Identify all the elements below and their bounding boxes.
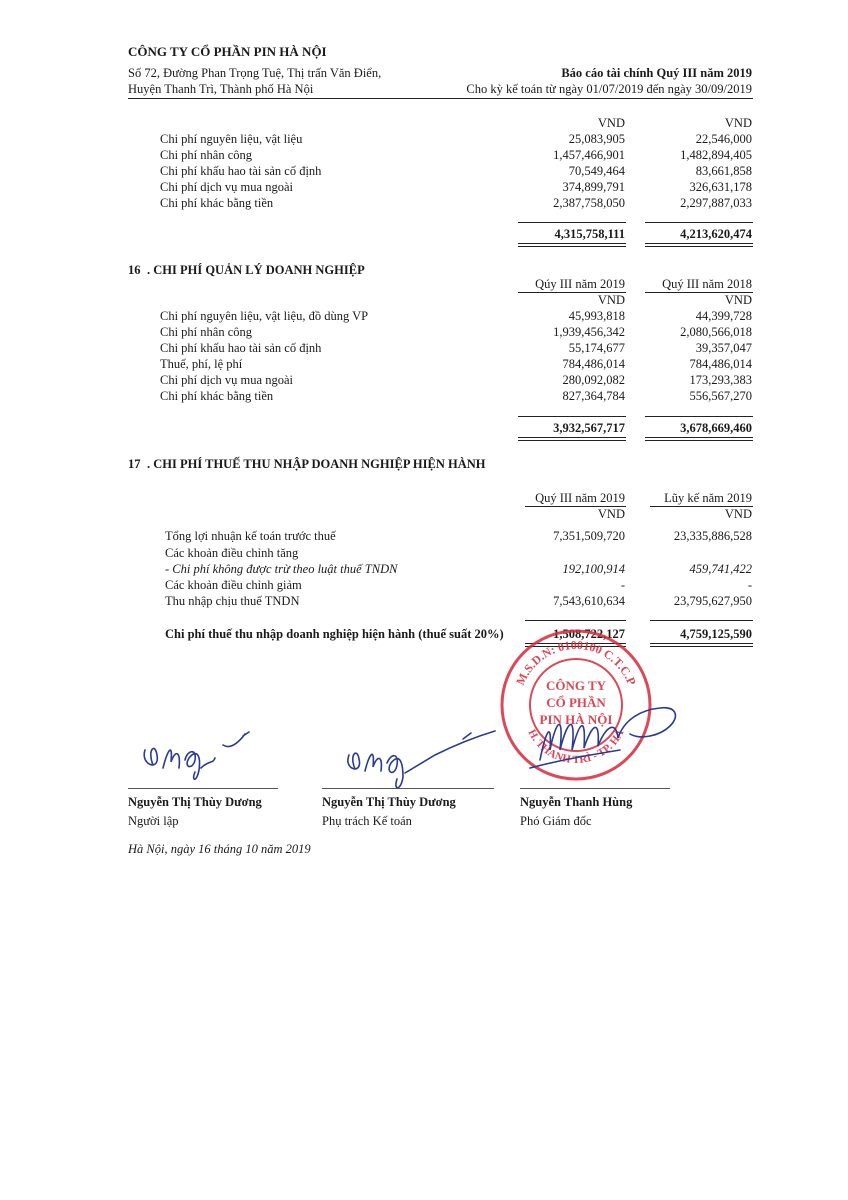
section17-number: 17 — [128, 457, 141, 471]
top-row-label: Chi phí dịch vụ mua ngoài — [160, 180, 293, 194]
s17-taxable-v2: 23,795,627,950 — [673, 594, 752, 608]
s16-row-v2: 2,080,566,018 — [680, 325, 752, 339]
s17-decr-v2: - — [747, 578, 752, 592]
signature-line-2 — [322, 788, 494, 789]
s16-total-rule-2 — [645, 416, 753, 417]
company-address-line2: Huyện Thanh Trì, Thành phố Hà Nội — [128, 82, 314, 96]
top-total-2: 4,213,620,474 — [680, 227, 752, 241]
s17-taxable-label: Thu nhập chịu thuế TNDN — [165, 594, 300, 608]
s17-decr-v1: - — [620, 578, 625, 592]
company-name: CÔNG TY CỔ PHẦN PIN HÀ NỘI — [128, 44, 327, 59]
top-unit-1: VND — [597, 116, 625, 130]
s16-row-v1: 280,092,082 — [562, 373, 625, 387]
top-total-rule-1 — [518, 222, 626, 223]
s16-row-label: Thuế, phí, lệ phí — [160, 357, 243, 371]
top-total-rule-2 — [645, 222, 753, 223]
signer-1-role: Người lập — [128, 814, 179, 828]
s17-nondeduct-label: - Chi phí không được trừ theo luật thuế TNDN — [165, 562, 398, 576]
top-total-double-rule-2 — [645, 243, 753, 247]
s16-row-label: Chi phí nhân công — [160, 325, 253, 339]
s16-row-v2: 173,293,383 — [689, 373, 752, 387]
s17-incr-label: Các khoản điều chỉnh tăng — [165, 546, 299, 560]
s16-row-label: Chi phí khấu hao tài sản cố định — [160, 341, 322, 355]
header-rule — [128, 98, 753, 99]
s16-total-double-rule-2 — [645, 437, 753, 441]
s17-decr-label: Các khoản điều chỉnh giảm — [165, 578, 302, 592]
top-total-double-rule-1 — [518, 243, 626, 247]
top-row-v2: 2,297,887,033 — [680, 196, 752, 210]
top-row-v2: 83,661,858 — [695, 164, 752, 178]
top-row-v1: 1,457,466,901 — [553, 148, 625, 162]
stamp-ring-bottom: H. THANH TRÌ - TP. HÀ — [525, 727, 627, 767]
section17-col1-header: Quý III năm 2019 — [535, 491, 625, 505]
stamp-line1: CÔNG TY — [545, 678, 607, 693]
s17-tax-v2: 4,759,125,590 — [680, 627, 752, 641]
stamp-ring-top: M.S.D.N: 0100100 C.T.C.P — [513, 637, 639, 688]
signer-3-role: Phó Giám đốc — [520, 814, 592, 828]
top-unit-2: VND — [724, 116, 752, 130]
footer-date: Hà Nội, ngày 16 tháng 10 năm 2019 — [128, 842, 311, 856]
section17-unit-2: VND — [724, 507, 752, 521]
s16-total-rule-1 — [518, 416, 626, 417]
top-row-v1: 374,899,791 — [562, 180, 625, 194]
s17-profit-v1: 7,351,509,720 — [553, 529, 625, 543]
top-row-label: Chi phí nhân công — [160, 148, 253, 162]
section16-unit-1: VND — [597, 293, 625, 307]
signature-deputy-director — [520, 690, 700, 780]
section17-col2-header: Lũy kế năm 2019 — [664, 491, 752, 505]
top-row-label: Chi phí nguyên liệu, vật liệu — [160, 132, 303, 146]
s16-row-label: Chi phí khác bằng tiền — [160, 389, 274, 403]
s17-taxable-v1: 7,543,610,634 — [553, 594, 625, 608]
top-row-v1: 2,387,758,050 — [553, 196, 625, 210]
signer-1-name: Nguyễn Thị Thùy Dương — [128, 795, 262, 809]
signature-line-1 — [128, 788, 278, 789]
report-title: Báo cáo tài chính Quý III năm 2019 — [561, 66, 752, 80]
section16-number: 16 — [128, 263, 141, 277]
section17-unit-1: VND — [597, 507, 625, 521]
s17-profit-label: Tổng lợi nhuận kế toán trước thuế — [165, 529, 336, 543]
signer-2-name: Nguyễn Thị Thùy Dương — [322, 795, 456, 809]
s17-tax-rule-2 — [650, 620, 753, 621]
s16-row-label: Chi phí dịch vụ mua ngoài — [160, 373, 293, 387]
top-row-label: Chi phí khấu hao tài sản cố định — [160, 164, 322, 178]
signer-3-name: Nguyễn Thanh Hùng — [520, 795, 633, 809]
s17-nondeduct-v1: 192,100,914 — [562, 562, 625, 576]
s16-total-double-rule-1 — [518, 437, 626, 441]
s17-nondeduct-v2: 459,741,422 — [689, 562, 752, 576]
s16-row-v1: 55,174,677 — [568, 341, 625, 355]
section16-unit-2: VND — [724, 293, 752, 307]
s16-row-v2: 39,357,047 — [695, 341, 752, 355]
s16-total-1: 3,932,567,717 — [553, 421, 625, 435]
signature-line-3 — [520, 788, 670, 789]
s16-row-v1: 1,939,456,342 — [553, 325, 625, 339]
s16-row-v1: 827,364,784 — [562, 389, 625, 403]
top-row-v1: 70,549,464 — [568, 164, 625, 178]
top-row-v2: 326,631,178 — [689, 180, 752, 194]
section16-col2-header: Quý III năm 2018 — [662, 277, 752, 291]
s16-row-v2: 556,567,270 — [689, 389, 752, 403]
top-row-v1: 25,083,905 — [568, 132, 625, 146]
s17-tax-double-rule-2 — [650, 643, 753, 647]
s17-profit-v2: 23,335,886,528 — [673, 529, 752, 543]
stamp-line3: PIN HÀ NỘI — [539, 712, 613, 727]
s17-tax-v1: 1,508,722,127 — [553, 627, 625, 641]
s16-row-v2: 44,399,728 — [695, 309, 752, 323]
section17-title: . CHI PHÍ THUẾ THU NHẬP DOANH NGHIỆP HIỆN HÀNH — [147, 457, 486, 471]
stamp-line2: CỔ PHẦN — [546, 695, 606, 710]
s16-row-v2: 784,486,014 — [689, 357, 752, 371]
top-row-v2: 22,546,000 — [695, 132, 752, 146]
s16-row-v1: 784,486,014 — [562, 357, 625, 371]
signature-chief-accountant — [335, 725, 505, 795]
s17-tax-rule-1 — [525, 620, 626, 621]
report-period: Cho kỳ kế toán từ ngày 01/07/2019 đến ngày 30/09/2019 — [466, 82, 752, 96]
company-address-line1: Số 72, Đường Phan Trọng Tuệ, Thị trấn Văn Điển, — [128, 66, 382, 80]
top-row-v2: 1,482,894,405 — [680, 148, 752, 162]
s16-row-v1: 45,993,818 — [568, 309, 625, 323]
section16-title: . CHI PHÍ QUẢN LÝ DOANH NGHIỆP — [147, 263, 365, 277]
top-row-label: Chi phí khác bằng tiền — [160, 196, 274, 210]
section16-col1-header: Qúy III năm 2019 — [535, 277, 625, 291]
signature-preparer — [135, 720, 275, 790]
s16-row-label: Chi phí nguyên liệu, vật liệu, đồ dùng VP — [160, 309, 369, 323]
s17-tax-label: Chi phí thuế thu nhập doanh nghiệp hiện hành (thuế suất 20%) — [165, 627, 504, 641]
s16-total-2: 3,678,669,460 — [680, 421, 752, 435]
signer-2-role: Phụ trách Kế toán — [322, 814, 412, 828]
top-total-1: 4,315,758,111 — [554, 227, 625, 241]
